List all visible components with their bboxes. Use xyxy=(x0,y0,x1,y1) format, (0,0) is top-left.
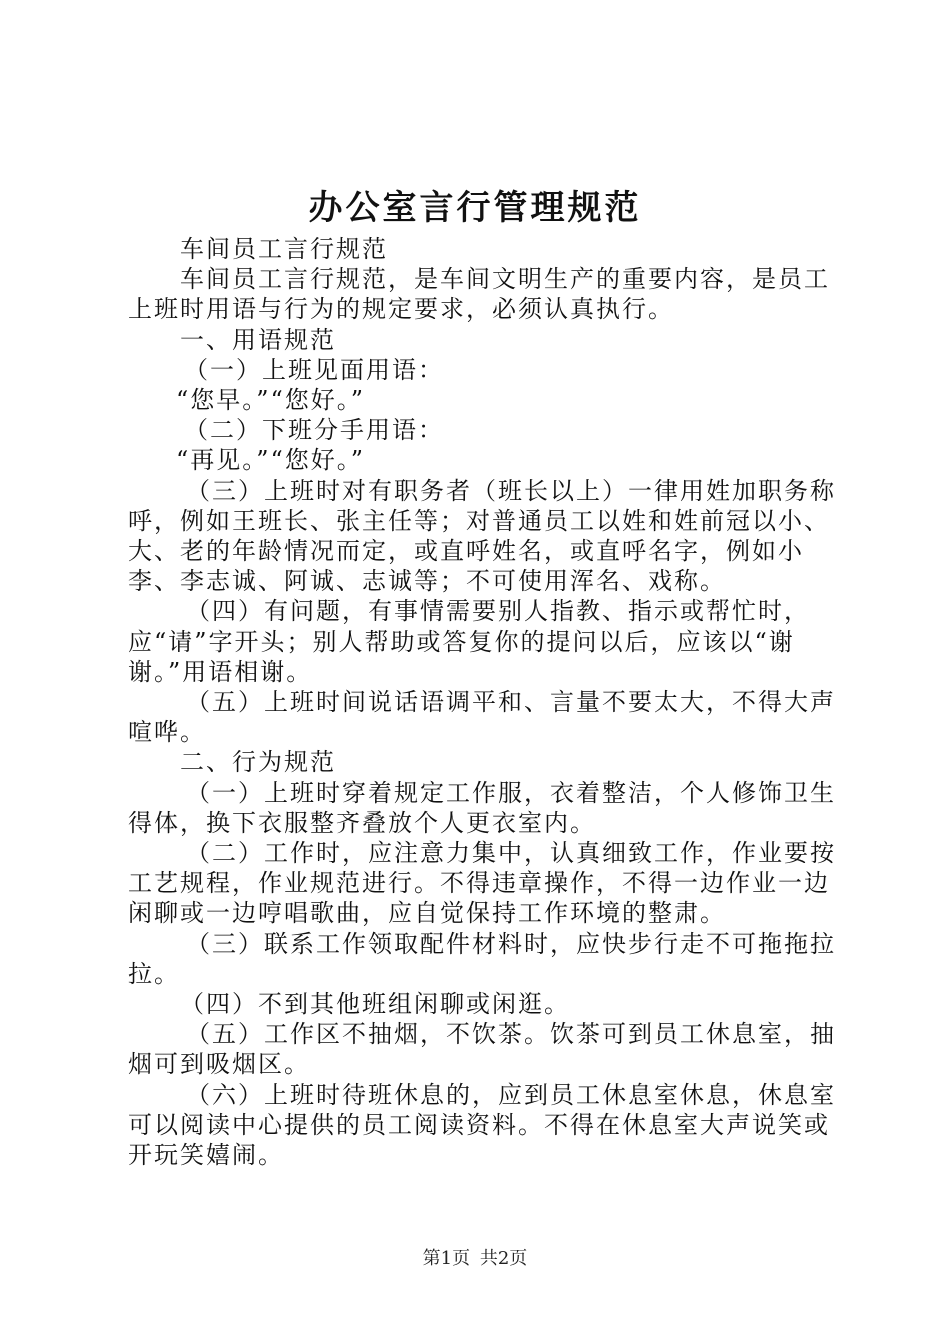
paragraph-intro: 车间员工言行规范，是车间文明生产的重要内容，是员工上班时用语与行为的规定要求，必须认真执行。 xyxy=(128,265,830,324)
page-footer xyxy=(0,1244,950,1270)
paragraph-item: （二）工作时，应注意力集中，认真细致工作，作业要按工艺规程，作业规范进行。不得违章操作，不得一边作业一边闲聊或一边哼唱歌曲，应自觉保持工作环境的整肃。 xyxy=(128,839,836,928)
paragraph-item: （五）上班时间说话语调平和、言量不要太大，不得大声喧哗。 xyxy=(128,688,836,747)
paragraph-item: （二）下班分手用语： xyxy=(184,416,444,445)
paragraph-item: （五）工作区不抽烟，不饮茶。饮茶可到员工休息室，抽烟可到吸烟区。 xyxy=(128,1020,836,1079)
paragraph-item: “您早。”“您好。” xyxy=(176,386,366,415)
paragraph-item: “再见。”“您好。” xyxy=(176,446,366,475)
section-heading-language: 一、用语规范 xyxy=(180,325,336,354)
paragraph-item: （四）有问题，有事情需要别人指教、指示或帮忙时，应“请”字开头；别人帮助或答复你的提问以后，应该以“谢谢。”用语相谢。 xyxy=(128,597,810,686)
paragraph-item: （三）联系工作领取配件材料时，应快步行走不可拖拖拉拉。 xyxy=(128,929,836,988)
section-heading-behavior: 二、行为规范 xyxy=(180,748,336,777)
paragraph-subtitle: 车间员工言行规范 xyxy=(180,235,388,263)
paragraph-item: （四）不到其他班组闲聊或闲逛。 xyxy=(180,990,570,1019)
paragraph-item: （六）上班时待班休息的，应到员工休息室休息，休息室可以阅读中心提供的员工阅读资料。不得在休息室大声说笑或开玩笑嬉闹。 xyxy=(128,1080,836,1170)
paragraph-item: （一）上班见面用语： xyxy=(184,355,444,384)
page-total: 共2页 xyxy=(479,1248,528,1269)
page-number: 第1页 xyxy=(422,1248,471,1269)
paragraph-item: （三）上班时对有职务者（班长以上）一律用姓加职务称呼，例如王班长、张主任等；对普通员工以姓和姓前冠以小、大、老的年龄情况而定，或直呼姓名，或直呼名字，例如小李、李志诚、阿诚、志诚等；不可使用浑名、戏称。 xyxy=(128,476,836,596)
document-title: 办公室言行管理规范 xyxy=(308,188,642,228)
paragraph-item: （一）上班时穿着规定工作服，衣着整洁，个人修饰卫生得体，换下衣服整齐叠放个人更衣室内。 xyxy=(128,778,836,837)
document-body xyxy=(128,234,838,1170)
